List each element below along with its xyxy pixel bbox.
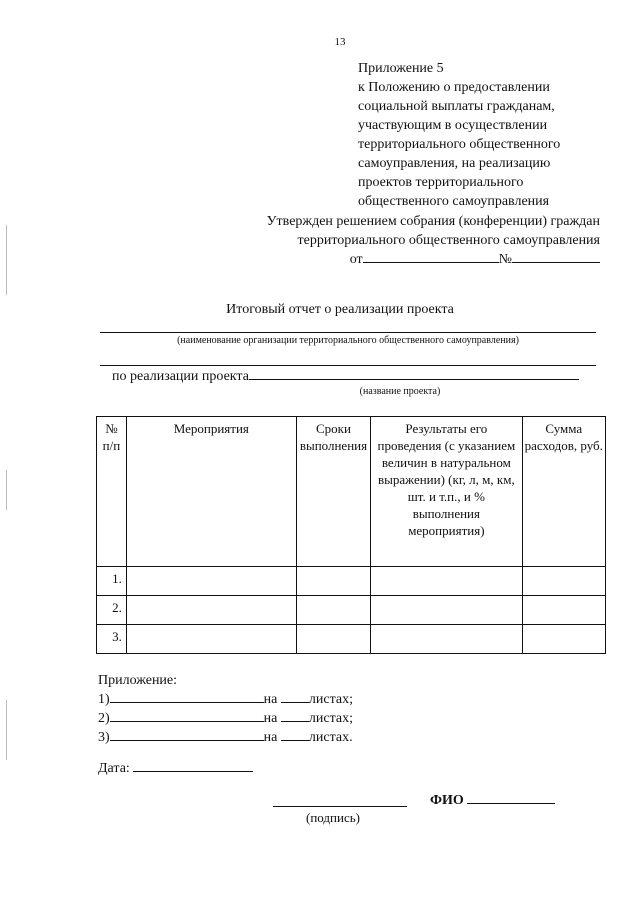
number-label: № (498, 252, 512, 267)
row-number: 2. (97, 596, 127, 625)
table-cell[interactable] (126, 596, 296, 625)
project-line (112, 368, 579, 385)
date-line (98, 760, 253, 777)
scan-edge-mark (6, 700, 7, 760)
project-caption: (название проекта) (359, 386, 441, 397)
table-cell[interactable] (371, 625, 522, 654)
project-name-blank[interactable] (249, 368, 579, 380)
attachment-sheets-label: листах; (308, 692, 353, 707)
appendix-header (358, 59, 618, 211)
date-label: Дата: (98, 761, 130, 776)
attachment-on-label: на (263, 730, 278, 745)
table-cell[interactable] (296, 567, 370, 596)
sheet-count-blank[interactable] (281, 710, 309, 722)
org-name-blank[interactable] (100, 332, 596, 333)
attachment-name-blank[interactable] (110, 729, 264, 741)
attachment-item (98, 709, 353, 728)
report-title: Итоговый отчет о реализации проекта (226, 302, 454, 317)
page-number: 13 (334, 36, 346, 48)
col-header-results: Результаты его проведения (с указанием величин в натуральном выражении) (кг, л, м, км, шт. и т.п., и % выполнения мероприятия) (371, 417, 522, 567)
col-header-activities: Мероприятия (126, 417, 296, 567)
table-cell[interactable] (371, 596, 522, 625)
table-cell[interactable] (522, 625, 605, 654)
table-cell[interactable] (126, 567, 296, 596)
fio-line (430, 792, 555, 809)
attachment-item (98, 690, 353, 709)
table-row (97, 567, 606, 596)
table-cell[interactable] (126, 625, 296, 654)
approval-date-number (240, 250, 600, 269)
attachment-item-number: 2) (98, 711, 110, 726)
appendix-line: к Положению о предоставлении (358, 80, 550, 95)
attachment-name-blank[interactable] (110, 710, 264, 722)
sheet-count-blank[interactable] (281, 729, 309, 741)
appendix-line: общественного самоуправления (358, 194, 550, 209)
attachment-on-label: на (263, 711, 278, 726)
appendix-line: проектов территориального (358, 175, 524, 190)
table-row (97, 596, 606, 625)
attachment-block (98, 671, 353, 747)
table-cell[interactable] (296, 596, 370, 625)
row-number: 3. (97, 625, 127, 654)
attachment-sheets-label: листах; (308, 711, 353, 726)
attachment-name-blank[interactable] (110, 691, 264, 703)
signature-blank[interactable] (273, 806, 407, 807)
number-blank[interactable] (512, 251, 600, 263)
col-header-number: № п/п (97, 417, 127, 567)
appendix-line: участвующим в осуществлении (358, 118, 548, 133)
project-label: по реализации проекта (112, 369, 249, 384)
attachment-item-number: 3) (98, 730, 110, 745)
appendix-line: социальной выплаты гражданам, (358, 99, 555, 114)
fio-blank[interactable] (467, 792, 555, 804)
date-field-blank[interactable] (133, 760, 253, 772)
table-cell[interactable] (522, 567, 605, 596)
table-cell[interactable] (296, 625, 370, 654)
table-cell[interactable] (371, 567, 522, 596)
table-cell[interactable] (522, 596, 605, 625)
table-row (97, 625, 606, 654)
appendix-line: самоуправления, на реализацию (358, 156, 551, 171)
approval-block (240, 212, 600, 269)
signature-caption: (подпись) (306, 810, 360, 825)
scan-edge-mark (6, 470, 7, 510)
attachment-title: Приложение: (98, 673, 178, 688)
appendix-line: территориального общественного (358, 137, 561, 152)
attachment-item-number: 1) (98, 692, 110, 707)
col-header-deadlines: Сроки выполнения (296, 417, 370, 567)
approval-line-2: территориального общественного самоуправления (297, 233, 600, 248)
report-table (96, 416, 606, 654)
row-number: 1. (97, 567, 127, 596)
attachment-sheets-label: листах. (308, 730, 353, 745)
scan-edge-mark (6, 225, 7, 295)
approval-line-1: Утвержден решением собрания (конференции) граждан (266, 214, 600, 229)
org-name-blank-2[interactable] (100, 365, 596, 366)
attachment-item (98, 728, 353, 747)
from-label: от (349, 252, 363, 267)
table-header-row (97, 417, 606, 567)
date-blank[interactable] (363, 251, 499, 263)
fio-label: ФИО (430, 793, 464, 808)
org-name-caption: (наименование организации территориального общественного самоуправления) (177, 335, 519, 346)
attachment-on-label: на (263, 692, 278, 707)
sheet-count-blank[interactable] (281, 691, 309, 703)
col-header-expenses: Сумма расходов, руб. (522, 417, 605, 567)
appendix-line: Приложение 5 (358, 61, 444, 76)
